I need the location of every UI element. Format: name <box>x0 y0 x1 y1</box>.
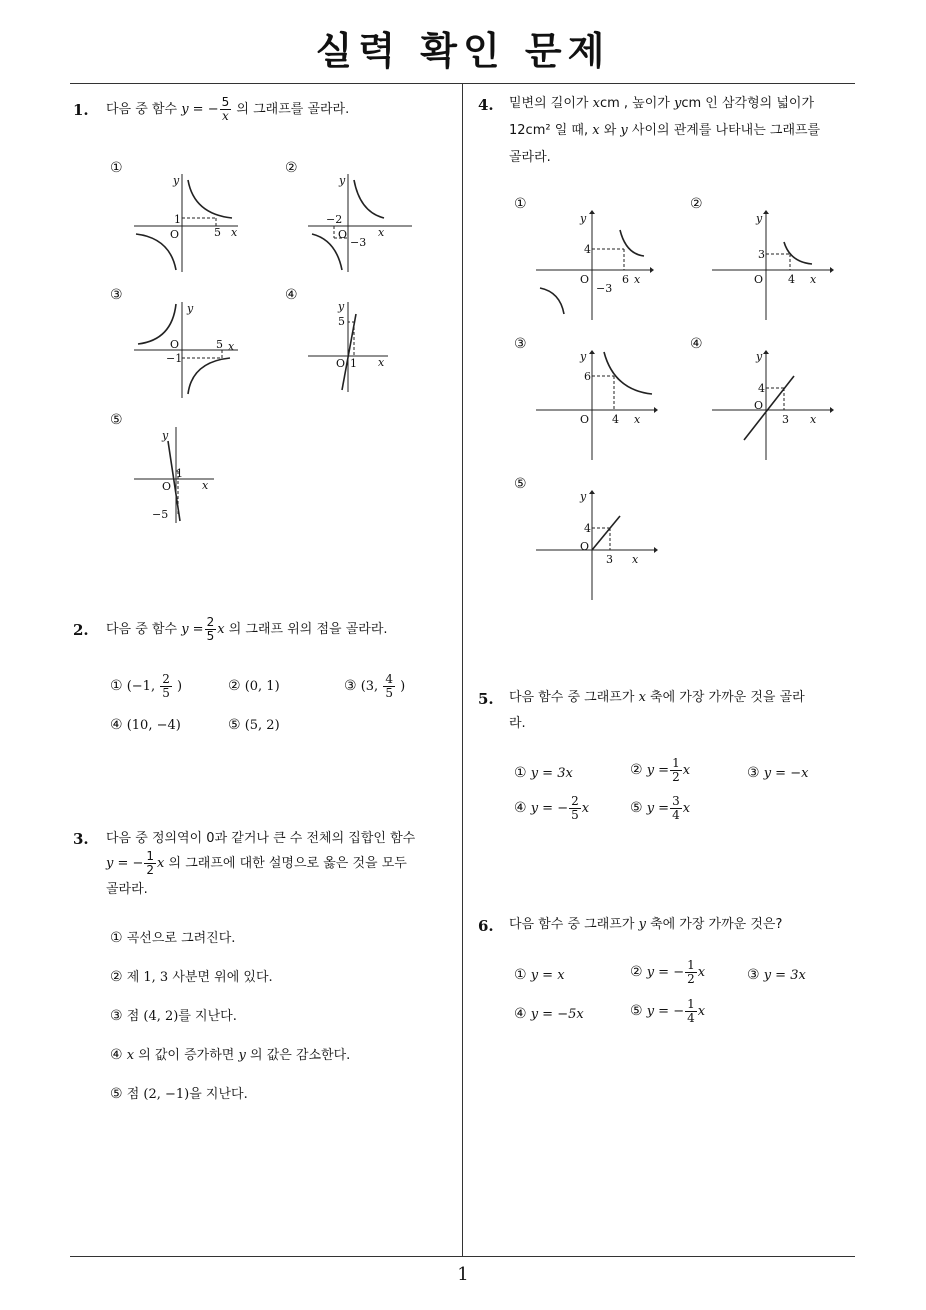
option-text: y = −5x <box>530 1007 584 1022</box>
option-pre: y = − <box>646 1004 685 1019</box>
choice-mark[interactable]: ④ <box>690 336 703 352</box>
question-1-text <box>106 96 349 123</box>
graph-1-5[interactable] <box>130 425 220 525</box>
graph-4-4[interactable] <box>710 348 834 463</box>
q1-num: 5 <box>221 95 230 109</box>
tick-label: −1 <box>166 352 183 365</box>
tick-label: 3 <box>606 553 613 566</box>
option-mark: ④ <box>514 800 527 816</box>
frac-den: 4 <box>687 1011 695 1025</box>
x-axis-label: x <box>378 226 385 239</box>
tick-label: 3 <box>782 413 789 426</box>
x-axis-label: x <box>634 413 641 426</box>
frac-den: 4 <box>672 808 680 822</box>
option-5[interactable] <box>630 998 705 1025</box>
q2-frac <box>205 616 217 643</box>
option-frac <box>685 998 697 1025</box>
option-mark: ④ <box>514 1006 527 1022</box>
origin-label: O <box>162 480 172 493</box>
option-mark: ① <box>110 930 123 946</box>
option-4[interactable] <box>514 795 589 822</box>
bottom-rule <box>70 1256 855 1257</box>
q1-post: 의 그래프를 골라라. <box>236 102 350 117</box>
option-text: 의 값이 증가하면 <box>138 1048 235 1063</box>
y-axis-label: y <box>580 350 587 363</box>
question-3-line2: y = − $\frac{1}{2}$ x 의 그래프에 대한 설명으로 옳은 것을 모두 <box>106 849 407 877</box>
option-text-2: 의 값은 감소한다. <box>250 1048 351 1063</box>
q1-eq: y = − <box>181 102 219 117</box>
question-number: 3. <box>73 830 89 848</box>
y-axis-label: y <box>580 212 587 225</box>
y-axis-label: y <box>756 350 763 363</box>
option-2[interactable] <box>630 959 705 986</box>
graph-1-1[interactable] <box>130 172 240 277</box>
frac-den: 2 <box>687 972 695 986</box>
x-axis-label: x <box>202 479 209 492</box>
option-text: (5, 2) <box>244 718 280 733</box>
question-number: 4. <box>478 96 494 114</box>
page-title: 실력 확인 문제 <box>315 29 611 73</box>
option-3[interactable] <box>747 765 808 781</box>
option-mark: ① <box>514 765 527 781</box>
tick-label: 1 <box>350 357 357 370</box>
option-frac <box>383 673 395 700</box>
x-axis-label: x <box>634 273 641 286</box>
tick-label: −5 <box>152 508 169 521</box>
question-4-line1: 밑변의 길이가 xcm , 높이가 ycm 인 삼각형의 넓이가 <box>509 96 815 111</box>
tick-label: 5 <box>214 226 221 239</box>
graph-1-4[interactable] <box>304 300 394 395</box>
frac-num: 2 <box>571 794 579 808</box>
choice-mark[interactable]: ⑤ <box>110 412 123 428</box>
x-axis-label: x <box>632 553 639 566</box>
q2-num: 2 <box>206 615 215 629</box>
option-2[interactable] <box>630 757 690 784</box>
q6-l1: 다음 함수 중 그래프가 <box>509 917 635 932</box>
tick-label: 1 <box>174 213 181 226</box>
q2-post: 의 그래프 위의 점을 골라라. <box>228 622 388 637</box>
q4-l1c: cm 인 삼각형의 넓이가 <box>681 96 815 111</box>
origin-label: O <box>580 540 590 553</box>
tick-label: 4 <box>584 522 591 535</box>
x-axis-label: x <box>810 413 817 426</box>
origin-label: O <box>580 273 590 286</box>
question-3-line1: 다음 중 정의역이 0과 같거나 큰 수 전체의 집합인 함수 <box>106 831 416 846</box>
option-text: 제 1, 3 사분면 위에 있다. <box>126 970 273 985</box>
y-axis-label: y <box>187 302 194 315</box>
choice-mark[interactable]: ② <box>690 196 703 212</box>
option-mark: ④ <box>110 1047 123 1063</box>
tick-label: 5 <box>216 338 223 351</box>
question-4-line3: 골라라. <box>509 150 551 165</box>
y-axis-label: y <box>162 429 169 442</box>
frac-num: 3 <box>672 794 680 808</box>
origin-label: O <box>754 273 764 286</box>
option-text: 점 (2, −1)을 지난다. <box>126 1087 248 1102</box>
q2-den: 5 <box>206 629 215 643</box>
option-text: y = 3x <box>530 766 573 781</box>
option-text: y = −x <box>763 766 809 781</box>
option-post: ) <box>177 679 183 694</box>
tick-label: −2 <box>326 213 343 226</box>
tick-label: 5 <box>338 315 345 328</box>
question-2-text: 다음 중 함수 y = $\frac{2}{5}$ x 의 그래프 위의 점을 골라라. <box>106 615 388 643</box>
option-3[interactable] <box>747 967 806 983</box>
option-mark: ④ <box>110 717 123 733</box>
choice-mark[interactable]: ① <box>514 196 527 212</box>
q5-l1: 다음 함수 중 그래프가 <box>509 690 635 705</box>
origin-label: O <box>754 399 764 412</box>
option-mark: ② <box>630 964 643 980</box>
option-5[interactable] <box>110 1081 248 1108</box>
option-pre: y = − <box>530 801 569 816</box>
q3-num: 1 <box>146 849 155 863</box>
option-mark: ⑤ <box>630 800 643 816</box>
option-4[interactable]: ④ x 의 값이 증가하면 y 의 값은 감소한다. <box>110 1047 351 1063</box>
option-post: x <box>682 801 691 816</box>
origin-label: O <box>170 228 180 241</box>
choice-mark[interactable]: ③ <box>110 287 123 303</box>
q2-pre: 다음 중 함수 <box>106 622 178 637</box>
option-mark: ③ <box>747 765 760 781</box>
option-4[interactable] <box>514 1006 584 1022</box>
option-4[interactable] <box>110 717 181 733</box>
option-text: (0, 1) <box>244 679 280 694</box>
frac-num: 2 <box>162 672 170 686</box>
choice-mark[interactable]: ③ <box>514 336 527 352</box>
tick-label: 4 <box>758 382 765 395</box>
option-1[interactable] <box>110 673 182 700</box>
option-pre: y = <box>646 801 670 816</box>
frac-den: 2 <box>672 770 680 784</box>
option-3[interactable] <box>110 1003 237 1030</box>
option-mark: ③ <box>110 1008 123 1024</box>
option-1[interactable] <box>110 925 235 952</box>
x-axis-label: x <box>378 356 385 369</box>
option-pre: y = <box>646 763 670 778</box>
y-axis-label: y <box>173 174 180 187</box>
q3-eq: y = − <box>106 856 144 871</box>
choice-mark[interactable]: ④ <box>285 287 298 303</box>
frac-num: 1 <box>687 997 695 1011</box>
frac-num: 4 <box>385 672 393 686</box>
option-frac <box>670 757 682 784</box>
frac-den: 5 <box>571 808 579 822</box>
frac-den: 5 <box>385 686 393 700</box>
option-mark: ③ <box>747 967 760 983</box>
choice-mark[interactable]: ① <box>110 160 123 176</box>
question-4-line2: 12cm² 일 때, x 와 y 사이의 관계를 나타내는 그래프를 <box>509 123 821 138</box>
page-number: 1 <box>457 1264 469 1285</box>
option-post: x <box>697 1004 706 1019</box>
graph-4-5[interactable] <box>534 488 658 603</box>
option-1[interactable] <box>514 765 573 781</box>
y-axis-label: y <box>338 300 345 313</box>
option-text: y = 3x <box>763 968 806 983</box>
option-text: (10, −4) <box>126 718 181 733</box>
option-mark: ③ <box>344 678 357 694</box>
q2-eq: y = <box>181 622 204 637</box>
option-mark: ⑤ <box>228 717 241 733</box>
tick-label: 4 <box>612 413 619 426</box>
graph-4-2[interactable] <box>710 208 834 323</box>
frac-den: 5 <box>162 686 170 700</box>
choice-mark[interactable]: ⑤ <box>514 476 527 492</box>
y-axis-label: y <box>756 212 763 225</box>
graph-1-3[interactable] <box>130 300 240 405</box>
option-text: 점 (4, 2)를 지난다. <box>126 1009 237 1024</box>
x-axis-label: x <box>228 340 235 353</box>
option-mark: ⑤ <box>630 1003 643 1019</box>
q1-frac <box>220 96 232 123</box>
tick-label: −3 <box>350 236 367 249</box>
tick-label: 4 <box>584 243 591 256</box>
q4-l1b: cm , 높이가 <box>599 96 670 111</box>
option-5[interactable] <box>228 717 280 733</box>
option-5[interactable] <box>630 795 690 822</box>
q4-l2c: 사이의 관계를 나타내는 그래프를 <box>631 123 821 138</box>
option-mark: ② <box>110 969 123 985</box>
option-mark: ① <box>110 678 123 694</box>
origin-label: O <box>336 357 346 370</box>
tick-label: −3 <box>596 282 613 295</box>
option-frac <box>160 673 172 700</box>
question-6-line1: 다음 함수 중 그래프가 y 축에 가장 가까운 것은? <box>509 917 783 932</box>
question-number: 6. <box>478 917 494 935</box>
q3-frac <box>144 850 156 877</box>
question-3-line3: 골라라. <box>106 882 148 897</box>
q3-den: 2 <box>146 863 155 877</box>
q4-l2b: 와 <box>603 123 617 138</box>
column-divider <box>462 84 463 1256</box>
q4-l2a: 12cm² 일 때, <box>509 123 589 138</box>
option-mark: ② <box>228 678 241 694</box>
option-1[interactable] <box>514 967 565 983</box>
option-text: y = x <box>530 968 565 983</box>
option-frac <box>670 795 682 822</box>
graph-1-2[interactable] <box>304 172 414 277</box>
option-2[interactable] <box>228 678 280 694</box>
question-number: 5. <box>478 690 494 708</box>
graph-4-1[interactable] <box>534 208 654 323</box>
question-5-line2: 라. <box>509 716 526 731</box>
option-mark: ① <box>514 967 527 983</box>
x-axis-label: x <box>810 273 817 286</box>
q4-l1a: 밑변의 길이가 <box>509 96 589 111</box>
q6-l1b: 축에 가장 가까운 것은? <box>650 917 783 932</box>
tick-label: 6 <box>622 273 629 286</box>
origin-label: O <box>580 413 590 426</box>
question-number: 1. <box>73 101 89 119</box>
option-frac <box>685 959 697 986</box>
option-pre: (−1, <box>126 679 156 694</box>
option-2[interactable] <box>110 964 273 991</box>
option-post: ) <box>400 679 406 694</box>
q5-l1b: 축에 가장 가까운 것을 골라 <box>650 690 805 705</box>
option-post: x <box>581 801 590 816</box>
tick-label: 6 <box>584 370 591 383</box>
option-text: 곡선으로 그려진다. <box>126 931 236 946</box>
option-mark: ⑤ <box>110 1086 123 1102</box>
option-pre: (3, <box>360 679 379 694</box>
option-post: x <box>697 965 706 980</box>
origin-label: O <box>338 228 348 241</box>
q3-line2-post: 의 그래프에 대한 설명으로 옳은 것을 모두 <box>168 856 407 871</box>
x-axis-label: x <box>231 226 238 239</box>
option-3[interactable] <box>344 673 405 700</box>
tick-label: 1 <box>176 467 183 480</box>
graph-4-3[interactable] <box>534 348 658 463</box>
option-pre: y = − <box>646 965 685 980</box>
y-axis-label: y <box>580 490 587 503</box>
q1-pre: 다음 중 함수 <box>106 102 178 117</box>
tick-label: 4 <box>788 273 795 286</box>
tick-label: 3 <box>758 248 765 261</box>
origin-label: O <box>170 338 180 351</box>
q1-den: x <box>222 109 229 123</box>
choice-mark[interactable]: ② <box>285 160 298 176</box>
y-axis-label: y <box>339 174 346 187</box>
question-number: 2. <box>73 621 89 639</box>
frac-num: 1 <box>687 958 695 972</box>
option-mark: ② <box>630 762 643 778</box>
option-frac <box>569 795 581 822</box>
question-5-line1: 다음 함수 중 그래프가 x 축에 가장 가까운 것을 골라 <box>509 690 805 705</box>
frac-num: 1 <box>672 756 680 770</box>
option-post: x <box>682 763 691 778</box>
